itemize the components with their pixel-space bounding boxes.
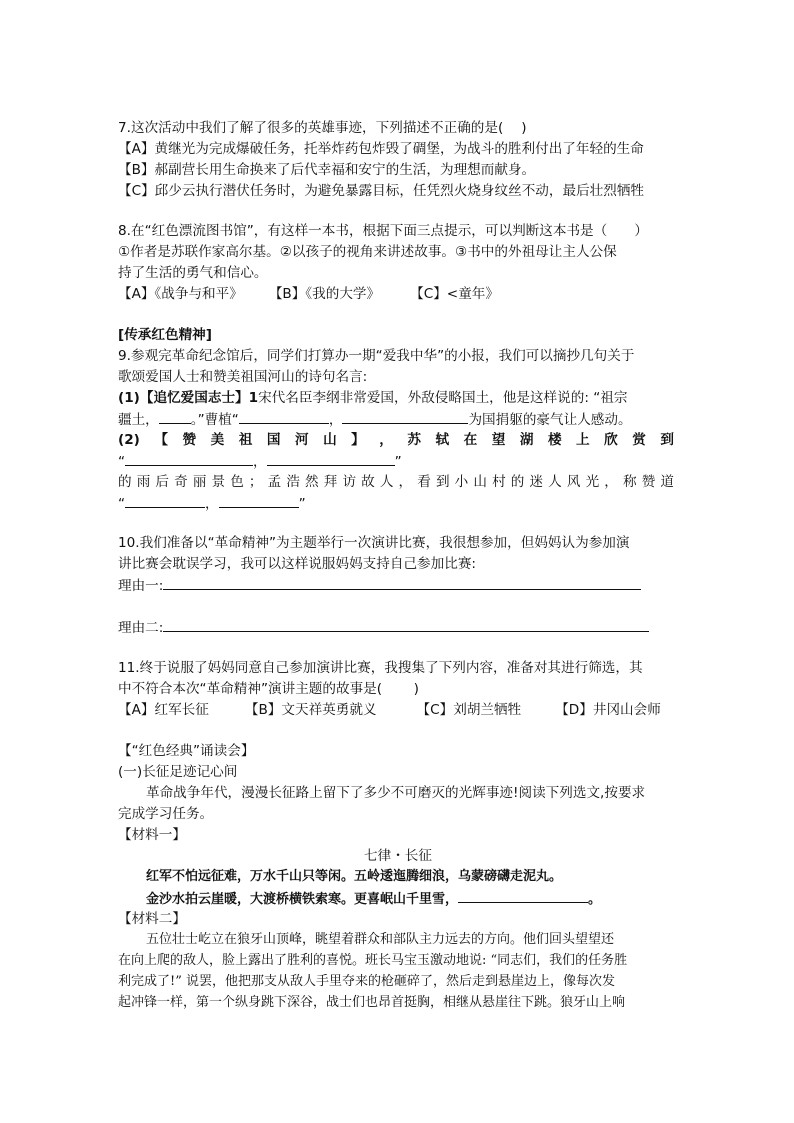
part1-intro-line1: 革命战争年代，漫漫长征路上留下了多少不可磨灭的光辉事迹!阅读下列选文,按要求	[146, 785, 646, 801]
q9-part1-line1	[118, 388, 627, 408]
q10-stem-line2: 讲比赛会耽误学习，我可以这样说服妈妈支持自己参加比赛:	[118, 556, 477, 572]
q9-part1-line2: 疆土， 。”曹植“ ， 为国捐躯的豪气让人感动。	[118, 409, 632, 430]
answer-blank[interactable]	[342, 409, 468, 424]
material2-line1: 五位壮士屹立在狼牙山顶峰，眺望着群众和部队主力远去的方向。他们回头望望还	[146, 932, 615, 947]
q9-part2-line2: “ ， ”	[118, 451, 402, 472]
answer-blank[interactable]	[125, 451, 253, 466]
answer-blank[interactable]	[159, 409, 191, 424]
q9-part2-line3: 的 雨 后 奇 丽 景 色 ； 孟 浩 然 拜 访 故 人 ， 看 到 小 山 村 的 迷 人 风 光 ， 称 赞 道	[118, 474, 674, 490]
q8-option-a: 【A】《战争与和平》	[118, 286, 243, 302]
section-heading-classics: 【“红色经典”诵读会】	[118, 743, 255, 759]
q9-part2-line1: (2) 【 赞 美 祖 国 河 山 】 ， 苏 轼 在 望 湖 楼 上 欣 赏 到	[118, 432, 674, 448]
q9-stem-line2: 歌颂爱国人士和赞美祖国河山的诗句名言:	[118, 369, 368, 385]
answer-line[interactable]	[163, 617, 649, 632]
q11-stem-line2: 中不符合本次“革命精神”演讲主题的故事是( )	[118, 681, 419, 697]
answer-blank[interactable]	[267, 451, 395, 466]
q9-part1-label: (1)【追忆爱国志士】1	[118, 390, 259, 406]
answer-blank[interactable]	[239, 409, 329, 424]
poem-line2: 金沙水拍云崖暖，大渡桥横铁索寒。更喜岷山千里雪， 。	[118, 888, 601, 910]
answer-blank[interactable]	[458, 888, 588, 903]
q8-hint-line1: ①作者是苏联作家高尔基。②以孩子的视角来讲述故事。③书中的外祖母让主人公保	[118, 244, 617, 260]
q11-options	[118, 700, 661, 720]
q10-reason2: 理由二:	[118, 617, 649, 638]
material2-line2: 在向上爬的敌人，脸上露出了胜利的喜悦。班长马宝玉激动地说: “同志们，我们的任务胜	[118, 953, 628, 968]
material2-label: 【材料二】	[118, 911, 186, 927]
q8-option-c: 【C】<童年》	[410, 286, 499, 302]
q11-option-a: 【A】红军长征	[118, 702, 209, 718]
q8-option-b: 【B】《我的大学》	[268, 286, 381, 302]
q9-part1-text: 宋代名臣李纲非常爱国，外敌侵略国土，他是这样说的: “祖宗	[258, 390, 628, 406]
q9-stem-line1: 9.参观完革命纪念馆后，同学们打算办一期“爱我中华”的小报，我们可以摘抄几句关于	[118, 348, 635, 364]
answer-blank[interactable]	[125, 493, 205, 508]
part1-intro-line2: 完成学习任务。	[118, 806, 214, 822]
q10-stem-line1: 10.我们准备以“革命精神”为主题举行一次演讲比赛，我很想参加，但妈妈认为参加演	[118, 535, 630, 551]
q7-stem: 7.这次活动中我们了解了很多的英雄事迹，下列描述不正确的是( )	[118, 120, 527, 136]
q11-option-c: 【C】刘胡兰牺牲	[416, 702, 522, 718]
q7-option-b: 【B】郝副营长用生命换来了后代幸福和安宁的生活，为理想而献身。	[118, 162, 536, 178]
q8-options	[118, 284, 499, 304]
q10-reason1: 理由一:	[118, 575, 641, 596]
q8-hint-line2: 持了生活的勇气和信心。	[118, 265, 268, 281]
poem-title: 七律・长征	[364, 848, 432, 864]
q9-part2-line4: “ ， ”	[118, 493, 306, 514]
q11-option-d: 【D】井冈山会师	[555, 702, 661, 718]
poem-line1: 红军不怕远征难，万水千山只等闲。五岭逶迤腾细浪，乌蒙磅礴走泥丸。	[146, 869, 563, 884]
q7-option-a: 【A】黄继光为完成爆破任务，托举炸药包炸毁了碉堡，为战斗的胜利付出了年轻的生命	[118, 141, 644, 157]
material1-label: 【材料一】	[118, 827, 186, 843]
material2-line3: 利完成了!” 说罢，他把那支从敌人手里夺来的枪砸碎了，然后走到悬崖边上，像每次发	[118, 974, 616, 989]
answer-blank[interactable]	[219, 493, 299, 508]
section-heading-red-spirit: [传承红色精神]	[118, 327, 212, 343]
part1-title: (一)长征足迹记心间	[118, 764, 238, 780]
q8-stem: 8.在“红色漂流图书馆”，有这样一本书，根据下面三点提示，可以判断这本书是（ ）	[118, 223, 649, 239]
answer-line[interactable]	[163, 575, 641, 590]
material2-line4: 起冲锋一样，第一个纵身跳下深谷，战士们也昂首挺胸，相继从悬崖往下跳。狼牙山上响	[118, 995, 626, 1010]
q7-option-c: 【C】邱少云执行潜伏任务时，为避免暴露目标，任凭烈火烧身纹丝不动，最后壮烈牺牲	[118, 183, 645, 199]
q11-stem-line1: 11.终于说服了妈妈同意自己参加演讲比赛，我搜集了下列内容，准备对其进行筛选，其	[118, 660, 643, 676]
q11-option-b: 【B】文天祥英勇就义	[244, 702, 377, 718]
